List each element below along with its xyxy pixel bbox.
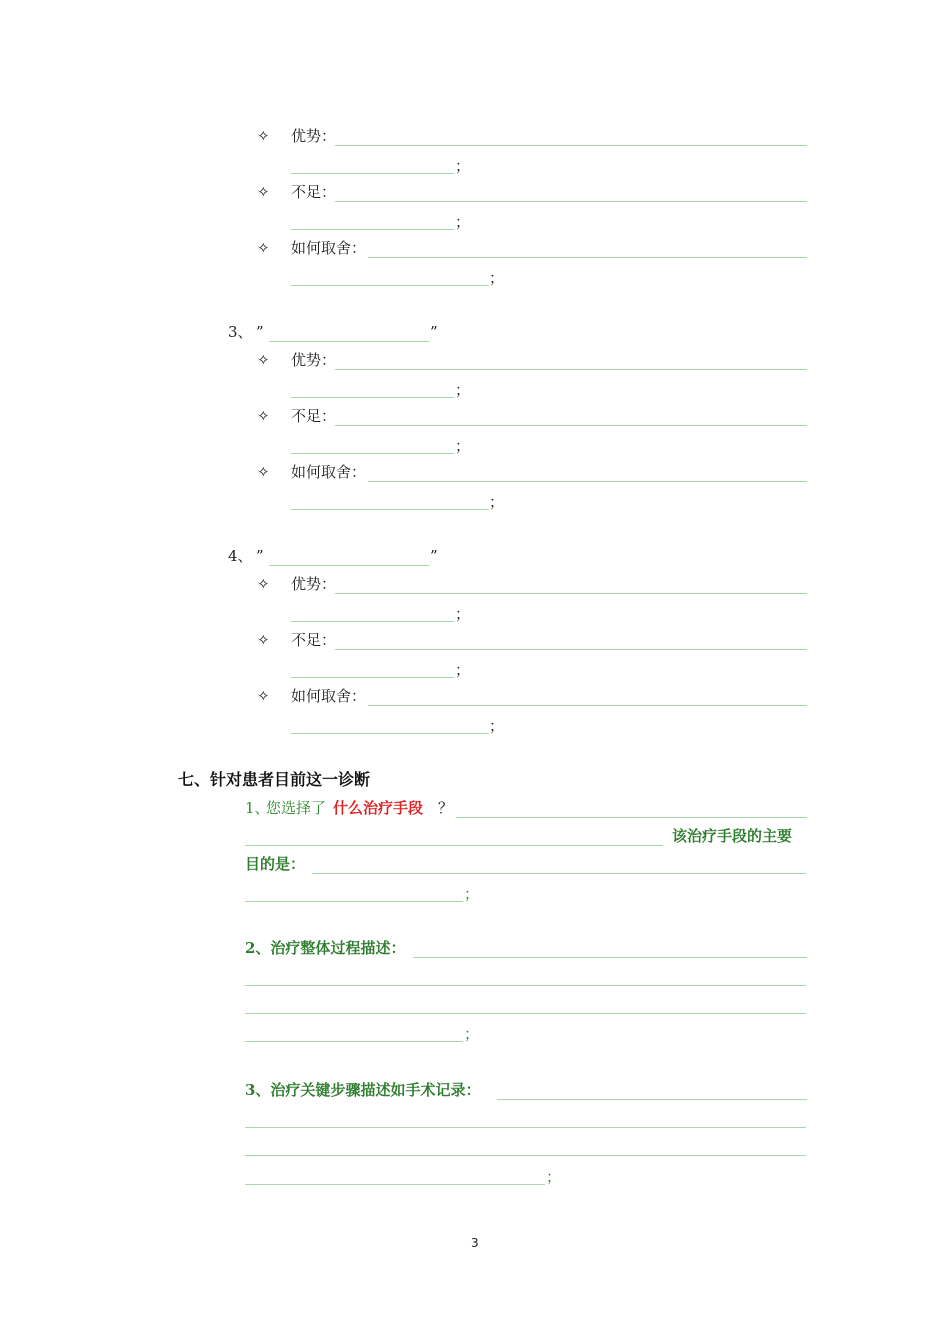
- advantage-line[interactable]: [335, 593, 807, 594]
- bullet-icon: ✧: [257, 575, 270, 593]
- advantage-line[interactable]: [335, 145, 807, 146]
- bullet-icon: ✧: [257, 631, 270, 649]
- tradeoff-label: 如何取舍：: [291, 687, 367, 705]
- q1-purpose-line-2[interactable]: [245, 901, 463, 902]
- q2-line-3[interactable]: [245, 1013, 806, 1014]
- shortcoming-line[interactable]: [335, 649, 807, 650]
- section-heading: 七、针对患者目前这一诊断: [178, 770, 371, 789]
- q1-highlight: 什么治疗手段: [333, 799, 424, 817]
- q2-line-2[interactable]: [245, 985, 806, 986]
- bullet-icon: ✧: [257, 351, 270, 369]
- shortcoming-line-2[interactable]: [291, 677, 454, 678]
- page-number: 3: [471, 1236, 479, 1250]
- q1-answer-line-2[interactable]: [245, 845, 663, 846]
- q3-line-2[interactable]: [245, 1127, 806, 1128]
- tradeoff-line[interactable]: [368, 705, 807, 706]
- q2-line-4[interactable]: [245, 1041, 463, 1042]
- quote-open: ”: [256, 547, 264, 565]
- q2-line[interactable]: [413, 957, 807, 958]
- q3-label: 3、治疗关键步骤描述如手术记录：: [245, 1081, 481, 1099]
- tradeoff-label: 如何取舍：: [291, 463, 367, 481]
- q2-label: 2、治疗整体过程描述：: [245, 939, 406, 957]
- semicolon: ；: [489, 493, 505, 511]
- q3-line-3[interactable]: [245, 1155, 806, 1156]
- q1-prefix: 您选择了: [266, 799, 327, 817]
- advantage-line[interactable]: [335, 369, 807, 370]
- q1-number: 1、: [245, 799, 270, 817]
- quote-open: ”: [256, 323, 264, 341]
- shortcoming-line-2[interactable]: [291, 453, 454, 454]
- semicolon: ；: [455, 381, 471, 399]
- tradeoff-line[interactable]: [368, 257, 807, 258]
- semicolon: ；: [455, 213, 471, 231]
- tradeoff-line[interactable]: [368, 481, 807, 482]
- bullet-icon: ✧: [257, 463, 270, 481]
- q3-line[interactable]: [497, 1099, 807, 1100]
- semicolon: ；: [455, 605, 471, 623]
- shortcoming-label: 不足：: [291, 407, 337, 425]
- semicolon: ；: [455, 661, 471, 679]
- semicolon: ；: [489, 717, 505, 735]
- shortcoming-label: 不足：: [291, 631, 337, 649]
- shortcoming-line[interactable]: [335, 201, 807, 202]
- semicolon: ；: [455, 437, 471, 455]
- tradeoff-label: 如何取舍：: [291, 239, 367, 257]
- q3-line-4[interactable]: [245, 1184, 545, 1185]
- advantage-line-2[interactable]: [291, 397, 454, 398]
- q1-purpose-label: 目的是：: [245, 855, 306, 873]
- semicolon: ；: [489, 269, 505, 287]
- q1-tail-text: 该治疗手段的主要: [672, 827, 793, 845]
- bullet-icon: ✧: [257, 687, 270, 705]
- quote-close: ”: [430, 323, 438, 341]
- bullet-icon: ✧: [257, 127, 270, 145]
- semicolon: ；: [464, 885, 480, 903]
- advantage-label: 优势：: [291, 575, 337, 593]
- shortcoming-label: 不足：: [291, 183, 337, 201]
- advantage-line-2[interactable]: [291, 173, 454, 174]
- q1-question-mark: ？: [438, 799, 454, 817]
- q1-purpose-line[interactable]: [312, 873, 806, 874]
- advantage-label: 优势：: [291, 351, 337, 369]
- semicolon: ；: [455, 157, 471, 175]
- q1-answer-line[interactable]: [456, 817, 807, 818]
- shortcoming-line[interactable]: [335, 425, 807, 426]
- shortcoming-line-2[interactable]: [291, 229, 454, 230]
- option-number: 4、: [228, 547, 253, 565]
- quote-close: ”: [430, 547, 438, 565]
- option-name-line[interactable]: [269, 565, 429, 566]
- semicolon: ；: [546, 1168, 562, 1186]
- option-number: 3、: [228, 323, 253, 341]
- tradeoff-line-2[interactable]: [291, 509, 489, 510]
- tradeoff-line-2[interactable]: [291, 285, 489, 286]
- option-name-line[interactable]: [269, 341, 429, 342]
- tradeoff-line-2[interactable]: [291, 733, 489, 734]
- advantage-line-2[interactable]: [291, 621, 454, 622]
- advantage-label: 优势：: [291, 127, 337, 145]
- bullet-icon: ✧: [257, 407, 270, 425]
- semicolon: ；: [464, 1025, 480, 1043]
- bullet-icon: ✧: [257, 239, 270, 257]
- bullet-icon: ✧: [257, 183, 270, 201]
